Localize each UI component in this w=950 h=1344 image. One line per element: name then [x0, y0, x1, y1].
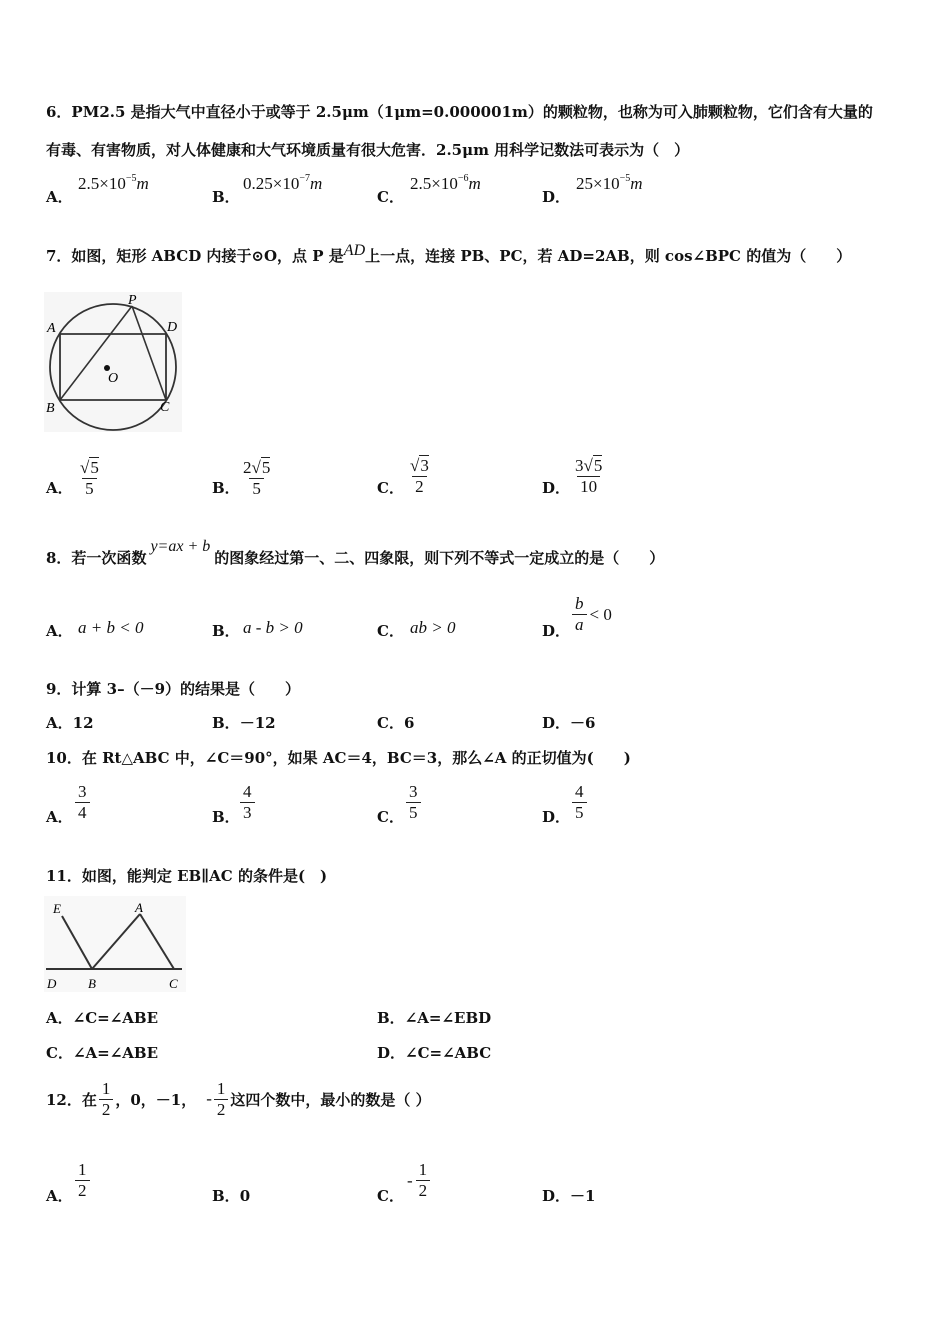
q11-figure — [44, 896, 186, 992]
q6-option-b-value: $0.25\times 10^{-7}m$ — [243, 173, 323, 193]
q10-option-d-value: $\frac{4}{5}$ — [572, 782, 587, 823]
q8-option-b-value: a - b > 0 — [243, 618, 303, 637]
q12-fraction-2: $\frac{1}{2}$ — [214, 1079, 229, 1120]
q12-option-a-value: $\frac{1}{2}$ — [75, 1160, 90, 1201]
q10-option-c[interactable]: C． — [377, 808, 404, 826]
q6-text-line1: 6．PM2.5 是指大气中直径小于或等于 2.5μm（1μm=0.000001m）的颗粒物，也称为可入肺颗粒物，它们含有大量的 — [46, 103, 873, 121]
q12-option-d[interactable]: D．－1 — [542, 1187, 596, 1205]
q9-text: 9．计算 3–（－9）的结果是（ ） — [46, 680, 301, 698]
q7-arc: AD — [343, 242, 366, 259]
q9-option-d[interactable]: D．－6 — [542, 714, 596, 732]
q11-label-a: A — [135, 900, 143, 915]
q8-option-b[interactable]: B． — [212, 622, 240, 640]
q7-label-b: B — [46, 401, 55, 416]
q11-label-d: D — [47, 976, 57, 991]
q12-option-b[interactable]: B．0 — [212, 1187, 251, 1205]
q11-label-b: B — [88, 976, 96, 991]
q6-option-a[interactable]: A． — [46, 188, 73, 206]
q8-option-a[interactable]: A． — [46, 622, 73, 640]
q6-option-d[interactable]: D． — [542, 188, 571, 206]
q10-option-a[interactable]: A． — [46, 808, 73, 826]
q11-option-c[interactable]: C．∠A=∠ABE — [46, 1044, 159, 1062]
q7-label-d: D — [167, 320, 178, 335]
q7-label-p: P — [128, 293, 137, 308]
q10-text: 10．在 Rt△ABC 中，∠C＝90°，如果 AC＝4，BC＝3，那么∠A 的正切值为( ) — [46, 749, 631, 767]
q7-option-b-value: $\frac{2√5}{5}$ — [243, 458, 271, 498]
q6-option-d-value: $25\times 10^{-5}m$ — [576, 173, 643, 193]
q10-option-a-value: $\frac{3}{4}$ — [75, 782, 90, 823]
q8-option-c[interactable]: C． — [377, 622, 404, 640]
q10-option-c-value: $\frac{3}{5}$ — [406, 782, 421, 823]
q6-text-line2: 有毒、有害物质，对人体健康和大气环境质量有很大危害．2.5μm 用科学记数法可表示为（ ） — [46, 141, 690, 159]
q7-option-a[interactable]: A． — [46, 479, 73, 497]
q9-option-a[interactable]: A．12 — [46, 714, 94, 732]
q8-function: y=ax + b — [150, 538, 211, 555]
q7-option-c[interactable]: C． — [377, 479, 404, 497]
q7-text: 7．如图，矩形 ABCD 内接于⊙O，点 P 是AD上一点，连接 PB、PC，若 AD=2AB，则 cos∠BPC 的值为（ ） — [46, 242, 852, 265]
q12-option-a[interactable]: A． — [46, 1187, 73, 1205]
q7-option-d-value: $\frac{3√5}{10}$ — [575, 456, 603, 496]
q12-option-c-value: - $\frac{1}{2}$ — [407, 1160, 430, 1201]
q8-option-a-value: a + b < 0 — [78, 618, 144, 637]
q6-option-a-value: $2.5\times 10^{-5}m$ — [78, 173, 149, 193]
q7-label-a: A — [47, 321, 56, 336]
q12-option-c[interactable]: C． — [377, 1187, 404, 1205]
q11-option-b[interactable]: B．∠A=∠EBD — [377, 1009, 492, 1027]
q6-option-c-value: $2.5\times 10^{-6}m$ — [410, 173, 481, 193]
q7-option-c-value: $\frac{√3}{2}$ — [410, 456, 429, 496]
q11-option-d[interactable]: D．∠C=∠ABC — [377, 1044, 492, 1062]
q10-option-d[interactable]: D． — [542, 808, 571, 826]
q11-label-e: E — [53, 901, 61, 916]
q7-label-o: O — [108, 371, 119, 386]
q6-option-b[interactable]: B． — [212, 188, 240, 206]
q8-text: 8．若一次函数y=ax + b的图象经过第一、二、四象限，则下列不等式一定成立的是（ ） — [46, 538, 665, 567]
q8-option-c-value: ab > 0 — [410, 618, 456, 637]
q7-option-b[interactable]: B． — [212, 479, 240, 497]
q11-text: 11．如图，能判定 EB∥AC 的条件是( ) — [46, 867, 328, 885]
q12-fraction-1: $\frac{1}{2}$ — [99, 1079, 114, 1120]
q7-option-a-value: $\frac{√5}{5}$ — [80, 458, 99, 498]
q11-option-a[interactable]: A．∠C=∠ABE — [46, 1009, 159, 1027]
q11-label-c: C — [169, 976, 178, 991]
q10-option-b[interactable]: B． — [212, 808, 240, 826]
q10-option-b-value: $\frac{4}{3}$ — [240, 782, 255, 823]
q9-option-b[interactable]: B．－12 — [212, 714, 276, 732]
q12-text: 12．在 $\frac{1}{2}$ ，0，－1， - $\frac{1}{2}$ 这四个数中，最小的数是（ ） — [46, 1078, 431, 1119]
q9-option-c[interactable]: C．6 — [377, 714, 415, 732]
q7-figure — [44, 292, 182, 432]
q6-option-c[interactable]: C． — [377, 188, 404, 206]
q7-option-d[interactable]: D． — [542, 479, 571, 497]
q7-label-c: C — [160, 400, 170, 415]
q8-option-d[interactable]: D． — [542, 622, 571, 640]
q8-option-d-value: $\frac{b}{a}$ < 0 — [572, 594, 612, 635]
